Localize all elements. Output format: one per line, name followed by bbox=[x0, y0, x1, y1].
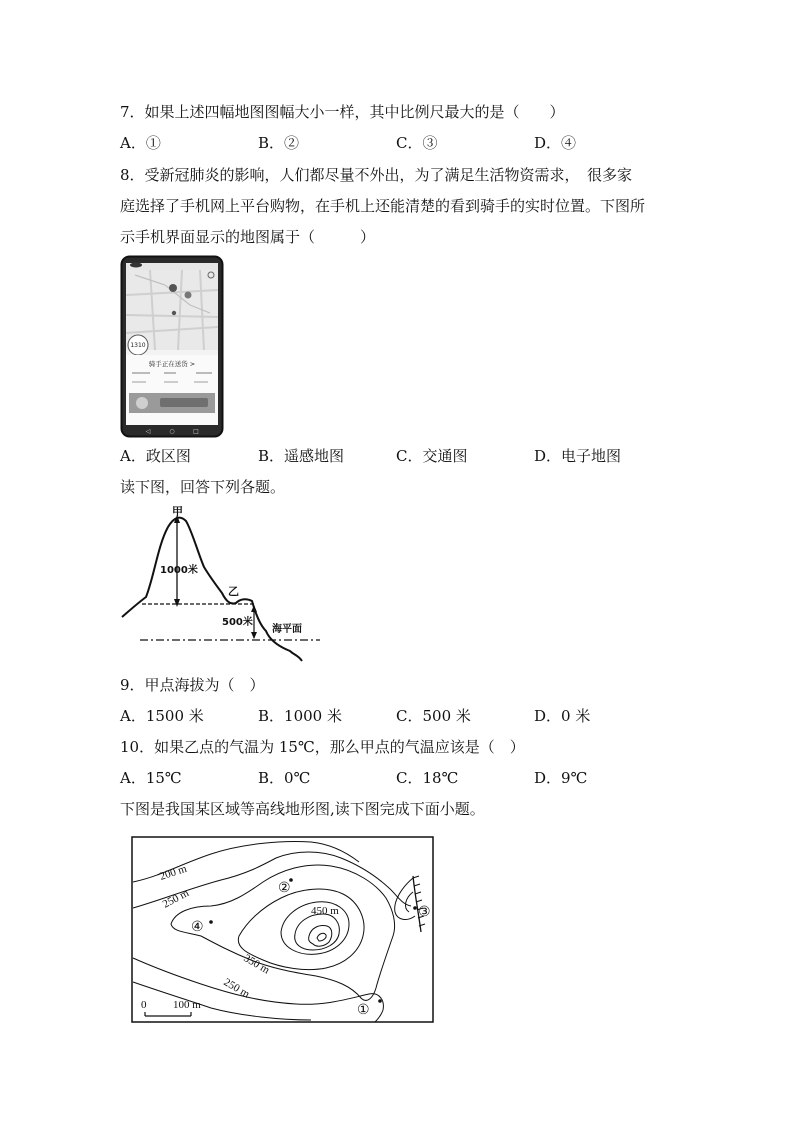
rider-status-text: 骑手正在送货 > bbox=[148, 360, 196, 368]
yi-label: 乙 bbox=[228, 585, 239, 598]
q8-option-c[interactable]: C．交通图 bbox=[396, 447, 468, 465]
point-1-dot bbox=[378, 999, 382, 1003]
nav-recent-icon: □ bbox=[193, 428, 199, 435]
scale-zero: 0 bbox=[141, 999, 147, 1011]
point-4-dot bbox=[209, 920, 213, 924]
q8-option-b[interactable]: B．遥感地图 bbox=[258, 447, 345, 465]
q7-option-b[interactable]: B．② bbox=[258, 134, 300, 152]
label-200: 200 m bbox=[158, 862, 189, 883]
mountain-figure bbox=[120, 505, 320, 665]
q10-option-c[interactable]: C．18℃ bbox=[396, 769, 459, 787]
q9-option-d[interactable]: D．0 米 bbox=[534, 707, 591, 725]
intro-a: 读下图，回答下列各题。 bbox=[120, 478, 286, 496]
q10-option-a[interactable]: A．15℃ bbox=[120, 769, 182, 787]
q8-stem-line2: 庭选择了手机网上平台购物，在手机上还能清楚的看到骑手的实时位置。下图所 bbox=[120, 197, 646, 215]
intro-b: 下图是我国某区域等高线地形图,读下图完成下面小题。 bbox=[120, 800, 485, 818]
height-500-label: 500米 bbox=[222, 617, 253, 628]
rider-marker-icon bbox=[169, 284, 177, 292]
scale-distance: 100 m bbox=[173, 999, 201, 1011]
point-3-label: ③ bbox=[418, 905, 431, 920]
q9-option-c[interactable]: C．500 米 bbox=[396, 707, 471, 725]
q10-option-b[interactable]: B．0℃ bbox=[258, 769, 311, 787]
peak-label: 甲 bbox=[172, 505, 183, 518]
point-2-label: ② bbox=[278, 881, 291, 896]
contour-map-figure bbox=[131, 836, 435, 1024]
point-4-label: ④ bbox=[191, 920, 204, 935]
label-450: 450 m bbox=[311, 905, 339, 917]
phone-map-figure bbox=[120, 255, 224, 438]
shop-marker-icon bbox=[185, 292, 192, 299]
q7-option-d[interactable]: D．④ bbox=[534, 134, 577, 152]
q7-option-a[interactable]: A．① bbox=[120, 134, 161, 152]
label-250-upper: 250 m bbox=[160, 886, 191, 911]
q8-stem-line3: 示手机界面显示的地图属于（ ） bbox=[120, 228, 376, 246]
distance-value: 1310 bbox=[130, 342, 146, 349]
q7-stem: 7．如果上述四幅地图图幅大小一样，其中比例尺最大的是（ ） bbox=[120, 103, 565, 121]
q7-option-c[interactable]: C．③ bbox=[396, 134, 438, 152]
q10-option-d[interactable]: D．9℃ bbox=[534, 769, 588, 787]
q10-stem: 10．如果乙点的气温为 15℃，那么甲点的气温应该是（ ） bbox=[120, 738, 525, 756]
label-350: 350 m bbox=[241, 952, 272, 977]
q9-option-a[interactable]: A．1500 米 bbox=[120, 707, 204, 725]
q8-option-d[interactable]: D．电子地图 bbox=[534, 447, 622, 465]
q9-stem: 9．甲点海拔为（ ） bbox=[120, 676, 265, 694]
nav-back-icon: ◁ bbox=[145, 428, 151, 435]
label-250-lower: 250 m bbox=[221, 976, 252, 1001]
point-3-dot bbox=[413, 906, 417, 910]
q8-stem-line1: 8．受新冠肺炎的影响，人们都尽量不外出，为了满足生活物资需求， 很多家 bbox=[120, 166, 633, 184]
point-1-label: ① bbox=[357, 1003, 370, 1018]
q8-option-a[interactable]: A．政区图 bbox=[120, 447, 191, 465]
height-1000-label: 1000米 bbox=[160, 565, 198, 576]
q9-option-b[interactable]: B．1000 米 bbox=[258, 707, 342, 725]
nav-home-icon: ○ bbox=[169, 428, 175, 435]
sea-level-label: 海平面 bbox=[272, 624, 302, 635]
